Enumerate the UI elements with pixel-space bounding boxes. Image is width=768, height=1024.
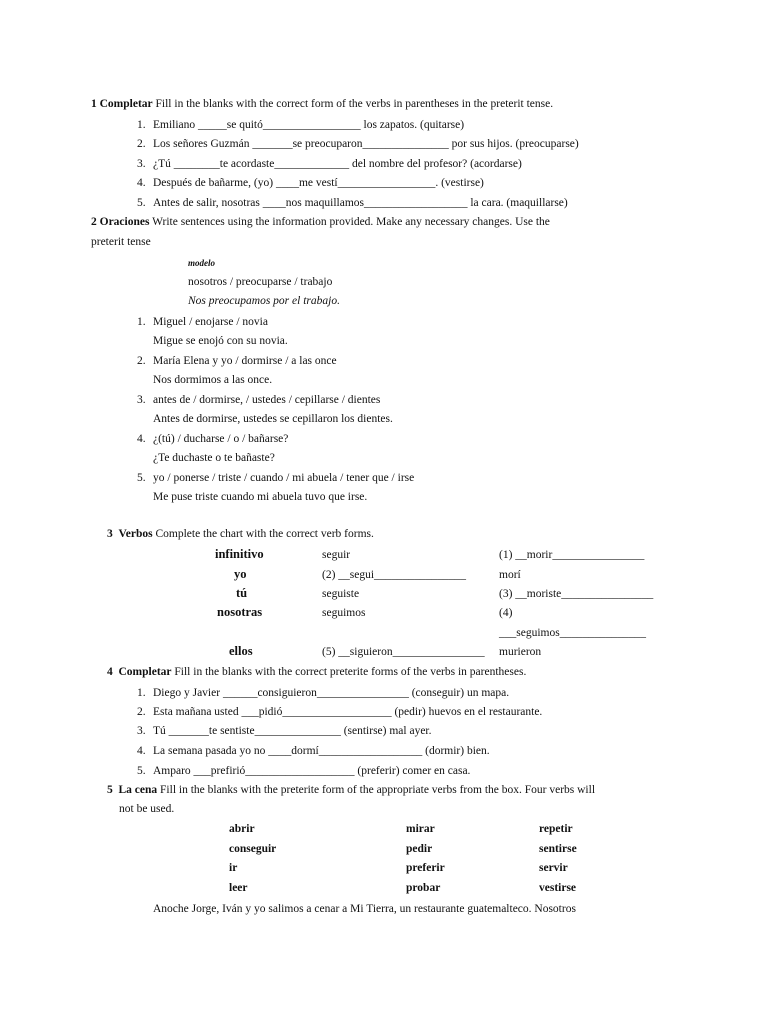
exercise-item: 1. Miguel / enojarse / novia [137,316,268,328]
word-box-verb: conseguir [229,843,277,855]
word-box-verb: probar [406,882,441,894]
exercise-answer: Migue se enojó con su novia. [153,335,288,347]
section-5-heading [107,783,595,797]
word-box-verb: preferir [406,862,445,874]
chart-row-label: ellos [229,644,253,658]
section-3-number: 3 [107,528,113,540]
exercise-item: 4. La semana pasada yo no ____dormí__________________ (dormir) bien. [137,745,490,757]
chart-row-label: nosotras [217,605,263,619]
exercise-item: 2. Esta mañana usted ___pidió___________________ (pedir) huevos en el restaurante. [137,706,543,718]
word-box-verb: repetir [539,823,573,835]
word-box-verb: mirar [406,823,435,835]
section-1-instructions: Fill in the blanks with the correct form of the verbs in parentheses in the preterit tense. [155,98,554,110]
section-5-paragraph: Anoche Jorge, Iván y yo salimos a cenar a Mi Tierra, un restaurante guatemalteco. Nosotros [153,903,576,915]
modelo-label: modelo [188,258,215,268]
section-2-instructions: Write sentences using the information provided. Make any necessary changes. Use the [152,216,550,228]
exercise-item: 5. yo / ponerse / triste / cuando / mi abuela / tener que / irse [137,472,415,484]
chart-cell: ___seguimos_______________ [499,627,646,639]
exercise-answer: Antes de dormirse, ustedes se cepillaron los dientes. [153,413,393,425]
exercise-answer: ¿Te duchaste o te bañaste? [153,452,275,464]
exercise-item: 5. Amparo ___prefirió___________________ (preferir) comer en casa. [137,765,471,777]
chart-row-label: yo [234,567,247,581]
section-2-title: 2 Oraciones [91,216,150,228]
word-box-verb: leer [229,882,248,894]
section-3-instructions: Complete the chart with the correct verb forms. [155,528,374,540]
section-5-instructions: Fill in the blanks with the preterite form of the appropriate verbs from the box. Four verbs will [160,784,596,796]
exercise-item: 2. Los señores Guzmán _______se preocuparon_______________ por sus hijos. (preocuparse) [137,138,579,150]
exercise-item: 1. Diego y Javier ______consiguieron________________ (conseguir) un mapa. [137,687,510,699]
chart-cell: seguimos [322,607,366,619]
exercise-item: 1. Emiliano _____se quitó_________________ los zapatos. (quitarse) [137,119,465,131]
modelo-prompt: nosotros / preocuparse / trabajo [188,276,333,288]
exercise-answer: Nos dormimos a las once. [153,374,273,386]
word-box-verb: pedir [406,843,433,855]
word-box-verb: ir [229,862,238,874]
word-box-verb: servir [539,862,568,874]
chart-cell: (2) __segui________________ [322,569,467,581]
exercise-item: 4. Después de bañarme, (yo) ____me vestí_________________. (vestirse) [137,177,484,189]
section-1-heading [91,97,553,111]
exercise-item: 2. María Elena y yo / dormirse / a las once [137,355,337,367]
modelo-answer: Nos preocupamos por el trabajo. [188,295,340,307]
chart-cell: (1) __morir________________ [499,549,645,561]
section-4-instructions: Fill in the blanks with the correct preterite forms of the verbs in parentheses. [174,666,527,678]
chart-cell: (4) [499,607,513,619]
chart-cell: seguiste [322,588,360,600]
exercise-item: 3. Tú _______te sentiste_______________ (sentirse) mal ayer. [137,725,432,737]
chart-cell: murieron [499,646,542,658]
chart-cell: seguir [322,549,351,561]
exercise-item: 3. antes de / dormirse, / ustedes / cepillarse / dientes [137,394,381,406]
chart-row-label: tú [236,586,248,600]
chart-cell: morí [499,569,521,581]
word-box-verb: sentirse [539,843,577,855]
exercise-answer: Me puse triste cuando mi abuela tuvo que irse. [153,491,368,503]
exercise-item: 4. ¿(tú) / ducharse / o / bañarse? [137,433,289,445]
section-3-title: Verbos [118,528,153,540]
section-5-number: 5 [107,784,113,796]
section-4-heading [107,665,526,679]
section-3-heading [107,527,374,541]
section-2-instructions-cont: preterit tense [91,236,151,248]
word-box-verb: abrir [229,823,255,835]
section-4-title: Completar [118,666,172,678]
word-box-verb: vestirse [539,882,577,894]
section-5-instructions-cont: not be used. [119,803,175,815]
exercise-item: 5. Antes de salir, nosotras ____nos maquillamos__________________ la cara. (maquillarse) [137,197,568,209]
chart-cell: (5) __siguieron________________ [322,646,485,658]
chart-cell: (3) __moriste________________ [499,588,654,600]
exercise-item: 3. ¿Tú ________te acordaste_____________ del nombre del profesor? (acordarse) [137,158,522,170]
section-4-number: 4 [107,666,113,678]
section-5-title: La cena [118,784,158,796]
section-1-title: 1 Completar [91,98,153,110]
section-2-heading [91,215,550,229]
chart-row-label: infinitivo [215,547,264,561]
